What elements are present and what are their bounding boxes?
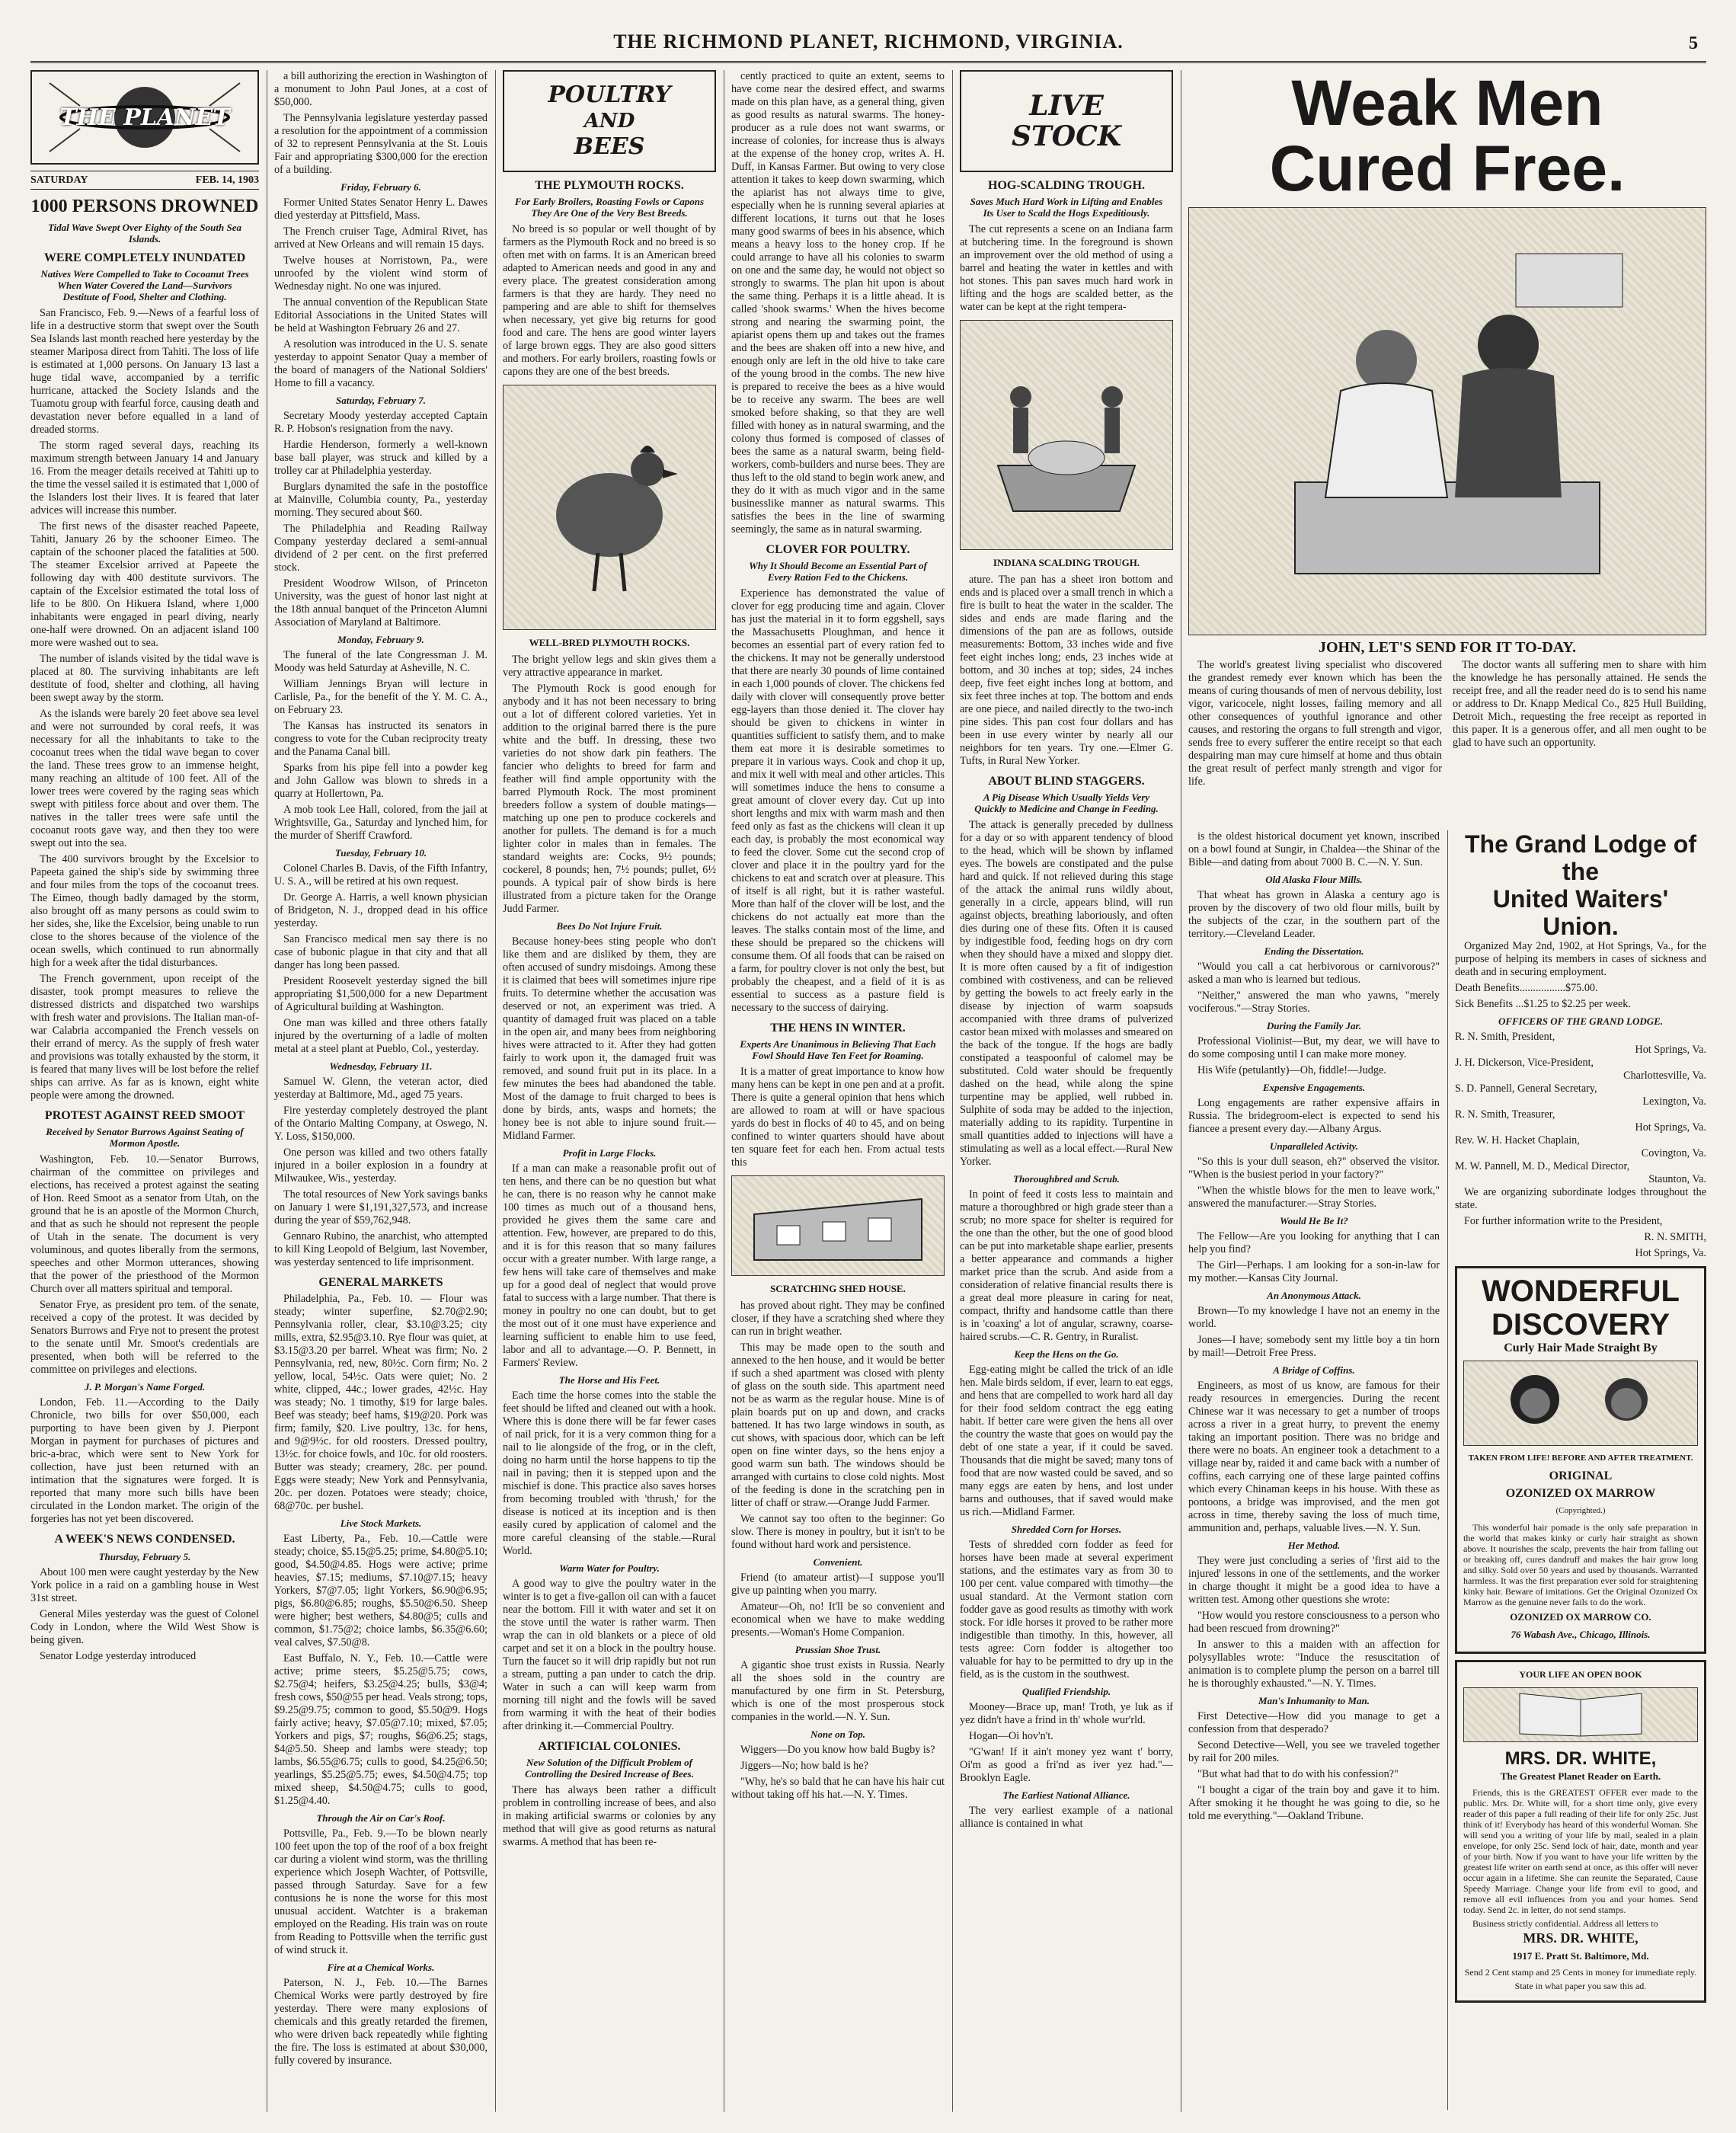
- section-heading: A WEEK'S NEWS CONDENSED.: [54, 1533, 235, 1546]
- subsection-heading: Profit in Large Flocks.: [562, 1147, 657, 1159]
- subsection-heading: Prussian Shoe Trust.: [794, 1644, 881, 1655]
- paragraph: Secretary Moody yesterday accepted Captain R. P. Hobson's resignation from the navy.: [274, 410, 488, 435]
- subsection-heading: An Anonymous Attack.: [1267, 1290, 1361, 1301]
- section-heading: ARTIFICIAL COLONIES.: [538, 1740, 681, 1753]
- banner-word: STOCK: [1011, 120, 1122, 152]
- subsection-heading: Man's Inhumanity to Man.: [1258, 1695, 1370, 1706]
- paragraph: Senator Frye, as president pro tem. of the senate, received a copy of the protest. It was decided by Senators Burrows and Frye not to present the protest to the senate until Mr. Smoot's credentials are presented, when both will be referred to the committee on privileges and elections.: [30, 1299, 259, 1376]
- paragraph: We are organizing subordinate lodges throughout the state.: [1455, 1186, 1706, 1211]
- signature-place: Hot Springs, Va.: [1635, 1247, 1706, 1259]
- paragraph: As the islands were barely 20 feet above sea level and were not surrounded by coral reefs, it was necessary for all the inhabitants to take to the cocoanut trees when the tidal wave began to cover the land. These trees grow to an immense height, many reaching an altitude of 100 feet. All of the lower trees were covered by the raging seas which swept with pitiless force about and over them. The natives in the taller trees were safe until the cocoanut roots gave way, and then they too were swept out into the sea.: [30, 708, 259, 849]
- paragraph: "But what had that to do with his confession?": [1197, 1768, 1399, 1780]
- subsection-heading: Qualified Friendship.: [1021, 1686, 1111, 1697]
- copyright-note: (Copyrighted.): [1555, 1506, 1606, 1515]
- column-3: [503, 70, 716, 2112]
- subsection-heading: Tuesday, February 10.: [334, 847, 427, 859]
- column-2: [274, 70, 488, 2112]
- section-sub: For Early Broilers, Roasting Fowls or Capons They Are One of the Very Best Breeds.: [514, 196, 705, 219]
- paragraph: The Plymouth Rock is good enough for anybody and it has not been necessary to bring out a lot of different colored varieties. Yet in addition to the original barred there is the pure white and the buff. In dressing, these two varieties do not show dark pin feathers. The fancier who delights to breed for farm and feather will find ample opportunity with the barred Plymouth Rock. The most prominent breeders follow a system of double matings—matching up one pen to produce cockerels and another for pullets. The demand is for a much lighter color in males than in females. The standard weights are: Cocks, 9½ pounds; cockerel, 8 pounds; hen, 7½ pounds; pullet, 6½ pounds. A typical pair of show birds is here illustrated from a picture taken for the Orange Judd Farmer.: [503, 683, 716, 915]
- section-sub: Received by Senator Burrows Against Seating of Mormon Apostle.: [46, 1126, 244, 1149]
- paragraph: Engineers, as most of us know, are famous for their ready resources in emergencies. During the recent Chinese war it was necessary to get a number of troops across a river in a great hurry, to prevent the enemy taking an important position. There was no bridge and there were no boats. An engineer took a detachment to a village near by, raided it and came back with a number of coffins, each carrying one of these large painted coffins which every Chinaman keeps in his house. With these as pontoons, a bridge was improvised, and the men got across in time, thereby saving the loss of much time, ammunition and, perhaps, valuable lives.—N. Y. Sun.: [1188, 1380, 1440, 1534]
- lodge-title: The Grand Lodge of the: [1465, 830, 1696, 885]
- paragraph: Brown—To my knowledge I have not an enemy in the world.: [1188, 1305, 1440, 1330]
- section-heading: WERE COMPLETELY INUNDATED: [43, 251, 246, 264]
- ad-caption: ORIGINAL: [1549, 1469, 1613, 1482]
- paragraph: "So this is your dull season, eh?" observed the visitor. "When is the busiest period in your factory?": [1188, 1156, 1440, 1181]
- officer: Rev. W. H. Hacket Chaplain,: [1455, 1134, 1580, 1146]
- paragraph: The Girl—Perhaps. I am looking for a son-in-law for my mother.—Kansas City Journal.: [1188, 1259, 1440, 1284]
- paragraph: Gennaro Rubino, the anarchist, who attempted to kill King Leopold of Belgium, last November, was yesterday sentenced to life imprisonment.: [274, 1230, 488, 1268]
- paragraph: For further information write to the President,: [1464, 1215, 1663, 1227]
- column-6: [1188, 830, 1440, 2110]
- subsection-heading: Convenient.: [813, 1556, 863, 1568]
- paragraph: They were just concluding a series of 'first aid to the injured' lessons in one of the settlements, and the worker in charge thought it might be a good idea to have a written test. Among other questions she wrote:: [1188, 1555, 1440, 1606]
- section-heading: THE HENS IN WINTER.: [770, 1022, 906, 1035]
- subsection-heading: Thursday, February 5.: [98, 1551, 191, 1562]
- subsection-heading: Bees Do Not Injure Fruit.: [556, 920, 663, 932]
- section-heading: CLOVER FOR POULTRY.: [766, 543, 910, 556]
- company-address: 76 Wabash Ave., Chicago, Illinois.: [1511, 1629, 1651, 1640]
- paragraph: The attack is generally preceded by dullness for a day or so with apparent tendency of blood to the head, which will be shown by inflamed eyes. The bowels are constipated and the pulse hard and quick. If not relieved during this stage of the attack the animal runs wildly about, generally in a circle, appears blind, will run against objects, breathing laboriously, and often dies during one of these fits. Often it is caused by indigestible food, feeding hogs on dry corn when they should have a mixed and sloppy diet. It is more often caused by a fit of indigestion combined with costiveness, and can be relieved by getting the bowels to act freely early in the disease by injection of warm soapsuds accompanied with three drams of pulverized castor bean mixed with molasses and smeared on the back of the tongue. If the hogs are badly constipated a teaspoonful of calomel may be substituted. Cold water should be frequently dashed on the head, while along the spine turpentine may be applied, well rubbed in. Sulphite of soda may be added to the injection, materially adding to its rapidity. Turpentine in small quantities added to injections will have a stimulating as well as a local effect.—Rural New Yorker.: [960, 819, 1173, 1168]
- planet-logo: [30, 70, 259, 165]
- paragraph: "How would you restore consciousness to a person who had been rescued from drowning?": [1188, 1610, 1440, 1635]
- officer: R. N. Smith, President,: [1455, 1031, 1555, 1043]
- paragraph: Senator Lodge yesterday introduced: [40, 1650, 197, 1662]
- paragraph: State in what paper you saw this ad.: [1514, 1981, 1647, 1991]
- page-number: 5: [1689, 34, 1699, 53]
- subsection-heading: Keep the Hens on the Go.: [1014, 1348, 1119, 1360]
- paragraph: Business strictly confidential. Address all letters to: [1472, 1918, 1658, 1929]
- headline: 1000 PERSONS DROWNED: [30, 197, 259, 216]
- paragraph: Mooney—Brace up, man! Troth, ye luk as if yez didn't have a frind in th' whole wur'rld.: [960, 1701, 1173, 1726]
- paragraph: "Why, he's so bald that he can have his hair cut without taking off his hat.—N. Y. Times.: [731, 1776, 945, 1801]
- paragraph: has proved about right. They may be confined closer, if they have a scratching shed where they can run in bright weather.: [731, 1300, 945, 1338]
- open-book-illustration: [1463, 1687, 1698, 1742]
- paragraph: The funeral of the late Congressman J. M. Moody was held Saturday at Asheville, N. C.: [274, 649, 488, 674]
- ad-header: YOUR LIFE AN OPEN BOOK: [1519, 1669, 1642, 1680]
- paragraph: Washington, Feb. 10.—Senator Burrows, chairman of the committee on privileges and elections, has received a protest against the seating of Hon. Reed Smoot as a senator from Utah, on the ground that he is an apostle of the Mormon Church, and that as such he should not represent the people of Utah in the senate. The document is very voluminous, and quotes liberally from the sermons, speeches and other Mormon utterances, showing that the power of the priesthood of the Mormon Church over all matters spiritual and temporal.: [30, 1153, 259, 1295]
- sick-benefits: Sick Benefits ...$1.25 to $2.25 per week.: [1455, 998, 1631, 1010]
- officer: M. W. Pannell, M. D., Medical Director,: [1455, 1160, 1630, 1172]
- paragraph: The Philadelphia and Reading Railway Company yesterday declared a semi-annual dividend of 2 per cent. on the first preferred stock.: [274, 523, 488, 574]
- subsection-heading: OFFICERS OF THE GRAND LODGE.: [1498, 1015, 1664, 1027]
- illustration-caption: WELL-BRED PLYMOUTH ROCKS.: [529, 637, 690, 648]
- subsection-heading: Saturday, February 7.: [336, 395, 426, 406]
- paragraph: Paterson, N. J., Feb. 10.—The Barnes Chemical Works were partly destroyed by fire yesterday. There were many explosions of chemicals and this greatly retarded the firemen, who were driven back repeatedly while fighting the fire. The loss is estimated at about $30,000, fully covered by insurance.: [274, 1977, 488, 2067]
- company-name: OZONIZED OX MARROW CO.: [1510, 1611, 1651, 1623]
- subsection-heading: A Bridge of Coffins.: [1273, 1364, 1355, 1376]
- section-sub: New Solution of the Difficult Problem of Controlling the Desired Increase of Bees.: [525, 1757, 694, 1780]
- paragraph: His Wife (petulantly)—Oh, fiddle!—Judge.: [1197, 1064, 1386, 1076]
- weak-men-ad: [1188, 70, 1706, 817]
- lodge-title: United Waiters' Union.: [1492, 885, 1669, 940]
- officer-place: Lexington, Va.: [1642, 1095, 1706, 1108]
- paragraph: Philadelphia, Pa., Feb. 10. — Flour was steady; winter superfine, $2.70@2.90; Pennsylvania roller, clear, $3.10@3.25; city mills, extra, $2.95@3.10. Rye flour was quiet, at $3.15@3.20 per barrel. Wheat was firm; No. 2 Pennsylvania, red, new, 80½c. Corn firm; No. 2 yellow, local, 54½c. Oats were quiet; No. 2 white, clipped, 44c.; lower grades, 42½c. Hay was steady; No. 1 timothy, $19 for large bales. Beef was steady; beef hams, $19@20. Pork was firm; family, $20. Live poultry, 13c. for hens, and 9@9½c. for old roosters. Dressed poultry, 13½c. for choice fowls, and 10c. for old roosters. Butter was steady; creamery, 28c. per pound. Eggs were steady; New York and Pennsylvania, 20c. per dozen. Potatoes were steady; choice, 68@70c. per bushel.: [274, 1293, 488, 1512]
- paragraph: London, Feb. 11.—According to the Daily Chronicle, two bills for over $50,000, each purporting to have been given by J. Pierpont Morgan in payment for purchases of pictures and bric-a-brac, which were sent to New York for collection, have just been returned with an intimation that the signatures were forged. It is reported that many more such bills have been circulated in the London market. The origin of the forgeries has not yet been discovered.: [30, 1396, 259, 1525]
- ad-caption: JOHN, LET'S SEND FOR IT TO-DAY.: [1318, 639, 1577, 656]
- officer-place: Charlottesville, Va.: [1623, 1070, 1706, 1082]
- paragraph: William Jennings Bryan will lecture in Carlisle, Pa., for the benefit of the Y. M. C. A., on February 23.: [274, 678, 488, 716]
- section-sub: Natives Were Compelled to Take to Cocoanut Trees When Water Covered the Land—Survivors Destitute of Food, Shelter and Clothing.: [40, 268, 249, 302]
- paragraph: Twelve houses at Norristown, Pa., were unroofed by the violent wind storm of Wednesday night. No one was injured.: [274, 254, 488, 293]
- paragraph: There has always been rather a difficult problem in controlling increase of bees, and also in making artificial swarms or colonies by any method that will give as good returns as natural swarms. A method that has been re-: [503, 1784, 716, 1848]
- section-heading: HOG-SCALDING TROUGH.: [988, 179, 1145, 192]
- paragraph: About 100 men were caught yesterday by the New York police in a raid on a gambling house in West 31st street.: [30, 1566, 259, 1604]
- paragraph: One man was killed and three others fatally injured by the overturning of a ladle of molten metal at a steel plant at Pueblo, Col., yesterday.: [274, 1017, 488, 1055]
- banner-word: LIVE: [1029, 90, 1104, 122]
- paragraph: "Neither," answered the man who yawns, "merely vociferous."—Stray Stories.: [1188, 990, 1440, 1015]
- paragraph: Hogan—Oi hov'n't.: [969, 1730, 1053, 1742]
- section-heading: PROTEST AGAINST REED SMOOT: [44, 1109, 245, 1122]
- ad-title: Weak Men: [1291, 70, 1603, 139]
- fortune-ad: [1455, 1660, 1706, 2003]
- paragraph: The French government, upon receipt of the disaster, took prompt measures to relieve the distressed districts and dispatched two warships with fresh water and provisions. The Italian man-of-war Calabria accompanied the French vessels on their errand of mercy. As the supply of fresh water and provisions was totally exhausted by the storm, it is feared that many lives will be lost before the relief ships can arrive. As far as is known, eight white people were among the drowned.: [30, 973, 259, 1102]
- paragraph: Colonel Charles B. Davis, of the Fifth Infantry, U. S. A., will be retired at his own request.: [274, 862, 488, 887]
- paragraph: The bright yellow legs and skin gives them a very attractive appearance in market.: [503, 654, 716, 679]
- subsection-heading: Ending the Dissertation.: [1264, 945, 1364, 957]
- section-sub: Experts Are Unanimous in Believing That Each Fowl Should Have Ten Feet for Roaming.: [740, 1038, 936, 1061]
- paragraph: If a man can make a reasonable profit out of ten hens, and there can be no question but what he can, there is no reason why he cannot make 100 times as much out of a thousand hens, provided he gives them the same care and attention. Few, however, are prepared to do this, and it is for this reason that so many failures occur with a greater number. With large range, a few hens will take care of themselves and make up for a good deal of neglect that would prove fatal to success with a large number. That there is money in poultry no one can doubt, but to get the most out of it one must have experience and learning sufficient to enable him to use feed, labor and all to advantage.—O. P. Bennett, in Farmers' Review.: [503, 1162, 716, 1369]
- paragraph: In answer to this a maiden with an affection for polysyllables wrote: "Induce the resuscitation of animation is to complete plump the person on a barrel till he is thoroughly exhausted."—N. Y. Times.: [1188, 1639, 1440, 1690]
- officer-place: Covington, Va.: [1641, 1147, 1706, 1159]
- planet-logo-text: THE PLANET: [59, 104, 230, 131]
- subsection-heading: Old Alaska Flour Mills.: [1265, 874, 1363, 885]
- paragraph: cently practiced to quite an extent, seems to have come near the desired effect, and swarms made on this plan have, as a general thing, given as good results as natural swarms. The honey-producer as a rule does not want swarms, or increase of colonies, for increase thus is always at the expense of the honey crop, writes A. H. Duff, in Kansas Farmer. But owing to very close attention it takes to keep down swarming, which the apiarist has not always time to give, especially when he is running several apiaries at different locations, it turns out that he loses many good swarms of bees in his absence, which means a heavy loss to the honey crop. If he could arrange to have all his colonies to swarm on one and the same day, he would not object so strongly to swarms. The plan hit upon is about the same thing. Perhaps it is a little ahead. It is called 'shook swarms.' When the hives become strong and nearing the swarming point, the apiarist opens them up and takes out the frames and the bees are shaken off into a new hive, and enough only are left in the old hive to take care of the young brood in the combs. The new hive is prepared to receive the bees as a hive would be to receive any swarm. The bees are well smoked before shaking, so that they are well filled with honey as in natural swarming, and the colony thus formed is composed of classes of bees the same as a natural swarm, being field-workers, comb-builders and nurse bees. They are thus left to the old stand to begin work anew, and they do it with as much vigor and in the same businesslike manner as natural swarms. This satisfies the bees in the line of swarming seemingly, the same as in natural swarming.: [731, 70, 945, 536]
- officer-place: Staunton, Va.: [1648, 1173, 1706, 1185]
- paragraph: The 400 survivors brought by the Excelsior to Papeeta gained the ship's side by swimming three and four miles from the tops of the cocoanut trees. The Eimeo, though badly damaged by the storm, also brought off as many persons as could swim to her sides, she, like the Excelsior, being unable to run close to the shores because of the violence of the ocean swells, which continued to run abnormally high for a week after the tidal disturbances.: [30, 853, 259, 969]
- officer-place: Hot Springs, Va.: [1635, 1121, 1706, 1134]
- subsection-heading: Expensive Engagements.: [1262, 1082, 1366, 1093]
- section-sub: Why It Should Become an Essential Part of Every Ration Fed to the Chickens.: [749, 560, 927, 583]
- death-benefits: Death Benefits.................$75.00.: [1455, 982, 1598, 994]
- paragraph: The world's greatest living specialist who discovered the grandest remedy ever known which has been the means of curing thousands of men of nervous debility, lost vigor, varicocele, night losses, failing memory and all other consequences of youthful ignorance and other causes, and restoring the organs to full strength and vigor, sends free to every sufferer the entire receipt so that each despairing man may cure himself at home and thus obtain the great result of perfect manly strength and vigor for life.: [1188, 659, 1442, 788]
- paragraph: Egg-eating might be called the trick of an idle hen. Male birds seldom, if ever, learn to eat eggs, and hens that are compelled to work hard all day for their food seldom contract the egg eating habit. If better care were given the hens all over the country the waste that goes on would pay the debt of one state a year, if it could be saved. Thousands that die might be saved; many tons of food that are now wasted could be saved, and so many eggs are eaten by hens, and lost under barns and outhouses, that if saved would make us rich.—Midland Farmer.: [960, 1364, 1173, 1518]
- subsection-heading: Her Method.: [1287, 1540, 1341, 1551]
- banner-word: BEES: [574, 133, 645, 160]
- paragraph: President Woodrow Wilson, of Princeton University, was the guest of honor last night at the 18th annual banquet of the Princeton Alumni Association of Maryland at Baltimore.: [274, 577, 488, 628]
- subsection-heading: Thoroughbred and Scrub.: [1013, 1173, 1120, 1185]
- hog-trough-icon: [975, 336, 1158, 534]
- paragraph: We cannot say too often to the beginner: Go slow. There is money in poultry, but it isn't to be found without hard work and persistence.: [731, 1513, 945, 1551]
- paragraph: "Would you call a cat herbivorous or carnivorous?" asked a man who is learned but tedious.: [1188, 961, 1440, 986]
- signature: R. N. SMITH,: [1644, 1231, 1706, 1243]
- section-sub: A Pig Disease Which Usually Yields Very Quickly to Medicine and Change in Feeding.: [974, 791, 1159, 814]
- subsection-heading: Unparalleled Activity.: [1269, 1140, 1359, 1152]
- paragraph: is the oldest historical document yet known, inscribed on a bowl found at Sungir, in Chaldea—the Shinar of the Bible—and dating from about 7000 B. C.—N. Y. Sun.: [1188, 830, 1440, 868]
- paragraph: East Buffalo, N. Y., Feb. 10.—Cattle were active; prime steers, $5.25@5.75; cows, $2.75@4; heifers, $3.25@4.25; bulls, $3@4; fresh cows, $50@55 per head. Veals strong; tops, $9.25@9.75; common to good, $5.50@9. Hogs fairly active; heavy, $7.05@7.10; mixed, $7.05; Yorkers and pigs, $7; roughs, $6@6.25; stags, $4@5.50. Sheep and lambs were steady; top lambs, $6.55@6.75; culls to good, $4.25@6.50; yearlings, $5.25@5.75; ewes, $4.50@4.75; top mixed sheep, $4.50@4.75; culls to good, $1.25@4.40.: [274, 1652, 488, 1807]
- column-rule: [952, 70, 953, 2112]
- product-name: OZONIZED OX MARROW: [1505, 1487, 1656, 1500]
- illustration-caption: INDIANA SCALDING TROUGH.: [993, 557, 1140, 568]
- paragraph: The number of islands visited by the tidal wave is placed at 80. The surviving inhabitants are left destitute of food, shelter and clothing, all having been swept away by the storm.: [30, 653, 259, 704]
- section-sub: Saves Much Hard Work in Lifting and Enables Its User to Scald the Hogs Expeditiously.: [970, 196, 1163, 219]
- dateline: [30, 171, 259, 190]
- shed-house-icon: [747, 1184, 929, 1268]
- column-rule: [1447, 830, 1448, 2110]
- officer-place: Hot Springs, Va.: [1635, 1044, 1706, 1056]
- paragraph: No breed is so popular or well thought of by farmers as the Plymouth Rock and no breed is so often met with on farms. It is an American breed adapted to American needs and good in any and every place. The greatest consideration among farmers is that they are hardy. They need no pampering and are able to shift for themselves when necessary, yet give big returns for good food and care. The hens are good winter layers of large brown eggs. They are also good sitters and mothers. For early broilers, roasting fowls or capons they are one of the best breeds.: [503, 223, 716, 378]
- paragraph: The storm raged several days, reaching its maximum strength between January 14 and January 16. From the meager details received at Tahiti up to the time the vessel sailed it is estimated that 1,000 of the Islanders lost their lives. It is feared that later advices will increase this number.: [30, 440, 259, 516]
- paragraph: This wonderful hair pomade is the only safe preparation in the world that makes kinky or curly hair straight as shown above. It nourishes the scalp, prevents the hair from falling out or breaking off, cures dandruff and makes the hair grow long and silky. Sold over 50 years and used by thousands. Warranted harmless. It was the first preparation ever sold for straightening kinky hair. Beware of imitations. Get the Original Ozonized Ox Marrow as the genuine never fails to do the work.: [1463, 1522, 1698, 1607]
- plymouth-rocks-illustration: [503, 385, 716, 630]
- paragraph: The cut represents a scene on an Indiana farm at butchering time. In the foreground is shown an improvement over the old method of using a barrel and heating the water in kettles and with hot stones. This pan saves much hard work in lifting and the hogs are scalded better, as the water can be kept at the right tempera-: [960, 223, 1173, 313]
- paragraph: A mob took Lee Hall, colored, from the jail at Wrightsville, Ga., Saturday and lynched him, for the murder of Sheriff Crawford.: [274, 804, 488, 842]
- paragraph: First Detective—How did you manage to get a confession from that desperado?: [1188, 1710, 1440, 1735]
- paragraph: A resolution was introduced in the U. S. senate yesterday to appoint Senator Quay a member of the board of managers of the National Soldiers' Home to fill a vacancy.: [274, 338, 488, 389]
- paragraph: The total resources of New York savings banks on January 1 were $1,191,327,573, and increase during the year of $59,762,948.: [274, 1188, 488, 1226]
- book-icon: [1504, 1692, 1657, 1738]
- subsection-heading: Fire at a Chemical Works.: [327, 1962, 435, 1973]
- paragraph: "I bought a cigar of the train boy and gave it to him. After smoking it he thought he was going to die, so he told me everything."—Oakland Tribune.: [1188, 1784, 1440, 1822]
- section-heading: GENERAL MARKETS: [318, 1276, 443, 1289]
- masthead: [30, 30, 1706, 63]
- paragraph: Fire yesterday completely destroyed the plant of the Ontario Malting Company, at Oswego, N. Y. Loss, $150,000.: [274, 1105, 488, 1143]
- ad-caption: TAKEN FROM LIFE! BEFORE AND AFTER TREATMENT.: [1468, 1453, 1693, 1463]
- paragraph: The very earliest example of a national alliance is contained in what: [960, 1805, 1173, 1830]
- paragraph: That wheat has grown in Alaska a century ago is proven by the discovery of two old flour mills, built by the subjects of the czar, in the southern part of the territory.—Cleveland Leader.: [1188, 889, 1440, 940]
- paragraph: The first news of the disaster reached Papeete, Tahiti, January 26 by the schooner Eimeo. The captain of the schooner placed the fatalities at 500. The steamer Excelsior arrived at Papeete the following day with 400 destitute survivors. The captain of the Excelsior estimated the total loss of life to be 800. On Hikuera Island, where 1,000 inhabitants were engaged in pearl diving, nearly one-half were drowned. On an adjacent island 100 more were washed out to sea.: [30, 520, 259, 649]
- subsection-heading: Would He Be It?: [1280, 1215, 1348, 1226]
- section-heading: ABOUT BLIND STAGGERS.: [988, 775, 1145, 788]
- subsection-heading: Monday, February 9.: [337, 634, 424, 645]
- paragraph: Samuel W. Glenn, the veteran actor, died yesterday at Baltimore, Md., aged 75 years.: [274, 1076, 488, 1101]
- section-heading: THE PLYMOUTH ROCKS.: [535, 179, 684, 192]
- column-4: [731, 70, 945, 2112]
- paragraph: Friends, this is the GREATEST OFFER ever made to the public. Mrs. Dr. White will, for a short time only, give every reader of this paper a full reading of their life for only 25c. Just think of it! Everybody has heard of this wonderful Woman. She will send you a writing of your life by mail, sealed in a plain envelope, for only 25c. Send lock of hair, date, month and year of your birth. Now if you want to have your life written by the greatest life writer on earth send at once, as this offer will never occur again in a lifetime. She can reunite the Separated, Cause Speedy Marriage. Change your life from evil to good, and remove all evil influences from you and your homes. Send today. Send 2c. in letter, do not send stamps.: [1463, 1787, 1698, 1915]
- paragraph: Jiggers—No; how bald is he?: [740, 1760, 868, 1772]
- subsection-heading: Shredded Corn for Horses.: [1011, 1524, 1122, 1535]
- portrait-icon: [1489, 1365, 1672, 1441]
- headline-sub: Tidal Wave Swept Over Eighty of the South Sea Islands.: [48, 222, 241, 245]
- column-rule: [495, 70, 496, 2112]
- paragraph: San Francisco medical men say there is no case of bubonic plague in that city and that all danger has long been passed.: [274, 933, 488, 971]
- paragraph: It is a matter of great importance to know how many hens can be kept in one pen and at a profit. There is quite a general opinion that hens which are allowed to roam at will or have spacious yards do best in flocks of 40 to 45, and on being confined to winter quarters should have about ten square feet for each hen. From actual tests this: [731, 1066, 945, 1169]
- paragraph: President Roosevelt yesterday signed the bill appropriating $1,500,000 for a new Department of Agricultural building at Washington.: [274, 975, 488, 1013]
- paragraph: In point of feed it costs less to maintain and mature a thoroughbred or high grade steer than a scrub; no more space for shelter is required for the one than the other, but the one of good blood can be put into marketable shape earlier, presents a better appearance and commands a higher market price than the scrub. And aside from a consideration of relative financial results there is a great deal more pleasure in caring for neat, compact, thrifty and handsome cattle than there is in 'coaxing' a lot of angular, scrawny, coarse-haired scrubs.—C. R. Gentry, in Ruralist.: [960, 1188, 1173, 1343]
- officer: R. N. Smith, Treasurer,: [1455, 1108, 1555, 1121]
- paragraph: Burglars dynamited the safe in the postoffice at Mainville, Columbia county, Pa., yesterday morning. They secured about $60.: [274, 481, 488, 519]
- paragraph: San Francisco, Feb. 9.—News of a fearful loss of life in a destructive storm that swept over the South Sea Islands last month reached here yesterday by the steamer Mariposa direct from Tahiti. The loss of life is estimated at 1,000 persons. On January 13 last a huge tidal wave, accompanied by a terrific hurricane, attacked the Society Islands and the Tuamotu group with fearful force, causing death and devastation never before equalled in a land of dreaded storms.: [30, 307, 259, 436]
- banner-word: POULTRY: [548, 82, 671, 108]
- couple-icon: [1249, 223, 1645, 619]
- subsection-heading: J. P. Morgan's Name Forged.: [84, 1381, 206, 1393]
- dateline-day: SATURDAY: [30, 174, 88, 186]
- paragraph: Amateur—Oh, no! It'll be so convenient and economical when we have to make wedding presents.—Woman's Home Companion.: [731, 1601, 945, 1639]
- paragraph: "G'wan! If it ain't money yez want t' borry, Oi'm as good a fri'nd as iver yez had."—Brooklyn Eagle.: [960, 1746, 1173, 1784]
- subsection-heading: The Horse and His Feet.: [558, 1374, 660, 1386]
- paragraph: The Fellow—Are you looking for anything that I can help you find?: [1188, 1230, 1440, 1255]
- paragraph: Friend (to amateur artist)—I suppose you'll give up painting when you marry.: [731, 1572, 945, 1597]
- column-7: [1455, 830, 1706, 2110]
- paragraph: General Miles yesterday was the guest of Colonel Cody in London, where the Wild West Show is being given.: [30, 1608, 259, 1646]
- paragraph: The Kansas has instructed its senators in congress to vote for the Cuban reciprocity treaty and the Panama Canal bill.: [274, 720, 488, 758]
- address: 1917 E. Pratt St. Baltimore, Md.: [1512, 1950, 1649, 1962]
- paragraph: Second Detective—Well, you see we traveled together by rail for 200 miles.: [1188, 1739, 1440, 1764]
- subsection-heading: Through the Air on Car's Roof.: [316, 1812, 446, 1824]
- paragraph: Former United States Senator Henry L. Dawes died yesterday at Pittsfield, Mass.: [274, 197, 488, 222]
- paragraph: Wiggers—Do you know how bald Bugby is?: [740, 1744, 935, 1756]
- illustration-caption: SCRATCHING SHED HOUSE.: [770, 1283, 906, 1294]
- scalding-trough-illustration: [960, 320, 1173, 550]
- paragraph: A gigantic shoe trust exists in Russia. Nearly all the shoes sold in the country are manufactured by one firm in St. Petersburg, which is one of the most prosperous stock companies in the world.—N. Y. Sun.: [731, 1659, 945, 1723]
- paragraph: Jones—I have; somebody sent my little boy a tin horn by mail!—Detroit Free Press.: [1188, 1334, 1440, 1359]
- chicken-icon: [533, 408, 686, 606]
- paragraph: Professional Violinist—But, my dear, we will have to do some composing until I can make more money.: [1188, 1035, 1440, 1060]
- subsection-heading: Friday, February 6.: [340, 181, 421, 193]
- paragraph: Because honey-bees sting people who don't like them and are disliked by them, they are often accused of sundry misdoings. Among these it is claimed that bees will sometimes injure ripe fruits. To determine whether the accusation was deserved or not, an experiment was tried. A quantity of damaged fruit was placed on a table in the open air, and many bees from neighboring hives were attracted to it. After they had gotten fairly to work upon it, the damaged fruit was removed, and sound fruit put in its place. In a few minutes the bees had abandoned the table. Most of the damage to fruit charged to bees is done by birds, ants, wasps and hornets; the honey bee is not able to injure sound fruit.—Midland Farmer.: [503, 935, 716, 1142]
- column-1: [30, 70, 259, 2112]
- paragraph: One person was killed and two others fatally injured in a boiler explosion in a foundry at Milwaukee, Wis., yesterday.: [274, 1146, 488, 1185]
- live-stock-banner: [960, 70, 1173, 172]
- officer: J. H. Dickerson, Vice-President,: [1455, 1057, 1594, 1069]
- signature: MRS. DR. WHITE,: [1523, 1930, 1638, 1946]
- advertiser-title: The Greatest Planet Reader on Earth.: [1500, 1770, 1661, 1782]
- paragraph: Sparks from his pipe fell into a powder keg and John Gallow was blown to shreds in a quarry at Hollertown, Pa.: [274, 762, 488, 800]
- dateline-date: FEB. 14, 1903: [195, 174, 259, 186]
- paragraph: This may be made open to the south and annexed to the hen house, and it would be better if such a shed apartment was closed with plenty of glass on the south side. This apartment need not be as warm as the regular house. Mine is of plain boards put on up and down, and cracks battened. It has two large windows in south, as cut shows, with spacious door, which can be left open on fine winter days, so the hens enjoy a good warm sun bath. The windows should be arranged with curtains to close cold nights. Most of the feeding is done in the scratching pen in litter of chaff or straw.—Orange Judd Farmer.: [731, 1342, 945, 1509]
- before-after-illustration: [1463, 1361, 1698, 1446]
- ad-title: Cured Free.: [1269, 133, 1626, 204]
- paragraph: Send 2 Cent stamp and 25 Cents in money for immediate reply.: [1464, 1967, 1697, 1978]
- scratching-shed-illustration: [731, 1175, 945, 1276]
- officer: S. D. Pannell, General Secretary,: [1455, 1082, 1597, 1095]
- poultry-bees-banner: [503, 70, 716, 172]
- paragraph: Each time the horse comes into the stable the feet should be lifted and cleaned out with a hook. Where this is done there will be far fewer cases of nail prick, for it is a very common thing for a nail to lie alongside of the frog, or in the cleft, doing no harm until the horse happens to tip the nail in paving; then it is stepped upon and the mischief is done. This practice also saves horses from becoming troubled with 'thrush,' for the disease is noticed at its inception and is then easily cured by application of calomel and the more careful cleansing of the stable.—Rural World.: [503, 1389, 716, 1557]
- paragraph: The annual convention of the Republican State Editorial Associations in the United States will be held at Washington February 26 and 27.: [274, 296, 488, 334]
- ad-subtitle: Curly Hair Made Straight By: [1504, 1342, 1658, 1354]
- subsection-heading: Warm Water for Poultry.: [559, 1562, 660, 1574]
- banner-word: AND: [583, 110, 635, 133]
- subsection-heading: Live Stock Markets.: [340, 1517, 422, 1529]
- paragraph: Tests of shredded corn fodder as feed for horses have been made at several experiment stations, and the estimates vary as from 30 to 100 per cent. value compared with timothy—the usual standard. At the Vermont station corn fodder gave as good results as timothy with work stock. For idle horses it proved to be rather more indigestible than timothy. In this, however, all tests agree: Corn fodder is altogether too valuable for hay to be permitted to dry up in the field, as is the custom in the southwest.: [960, 1539, 1173, 1680]
- paragraph: East Liberty, Pa., Feb. 10.—Cattle were steady; choice, $5.15@5.25; prime, $4.80@5.10; good, $4.50@4.85. Hogs were active; prime heavies, $7.15; mediums, $7.10@7.15; heavy Yorkers, $7@7.05; light Yorkers, $6.90@6.95; pigs, $6.80@6.85; roughs, $5.50@6.50. Sheep were higher; best wethers, $4.80@5; culls and common, $1.75@2; choice lambs, $6.35@6.60; veal calves, $7.50@8.: [274, 1533, 488, 1649]
- paragraph: The doctor wants all suffering men to share with him the knowledge he has personally attained. He sends the receipt free, and all the reader need do is to send his name or address to Dr. Knapp Medical Co., 825 Hull Building, Detroit Mich., requesting the free receipt as reported in this paper. It is a generous offer, and all men ought to be glad to have such an opportunity.: [1453, 659, 1706, 749]
- couple-illustration: [1188, 207, 1706, 635]
- paragraph: Experience has demonstrated the value of clover for egg producing time and again. Clover has just the material in it to form eggshell, says the Massachusetts Ploughman, and hence it becomes an essential part of every ration fed to the chickens. It may not be generally understood that there are nearly 30 pounds of lime contained in each 1,000 pounds of clover. The chickens fed daily with clover will consequently prove better egg-layers than those denied it. The clover hay should be given to chickens in winter in quantities sufficient to satisfy them, and to make them eat more it is desirable sometimes to prepare it in various ways. Cook and chop it up, and mix it well with meal and other articles. This will sometimes induce the hens to consume a great amount of clover every day. Cut up into short lengths and mix with warm mash and then feed only as fast as the chickens will clean it up each day, is probably the most economical way to feed the clover. Some cut the second crop of clover and place it in the poultry yard for the chickens to eat and scratch over at pleasure. This of itself is all right, but it is rather wasteful. More than half of the clover will be lost, and the chickens do not actually eat more than the leaves. The stalks contain most of the lime, and these should be prepared so the chickens will consume them. Of all foods that can be raised on a farm, for poultry clover is not only the best, but probably the cheapest, and a field of it is as essential to success as a pasture field is necessary to the success of dairying.: [731, 587, 945, 1014]
- paragraph: A good way to give the poultry water in the winter is to get a five-gallon oil can with a faucet near the bottom. Fill it with water and set it on the stove until the water is rather warm. Then wrap the can in old blankets or a piece of old carpet and set it on a block in the poultry house. Turn the faucet so it will drip rapidly but not run a stream, putting a pan under to catch the drip. Water in such a can will keep warm from morning till night and the fowls will be saved from warming it with the heat of their bodies after drinking it.—Commercial Poultry.: [503, 1578, 716, 1732]
- column-5: [960, 70, 1173, 2112]
- paragraph: Long engagements are rather expensive affairs in Russia. The bridegroom-elect is expected to send his fiancee a present every day.—Albany Argus.: [1188, 1097, 1440, 1135]
- advertiser-name: MRS. DR. WHITE,: [1504, 1748, 1657, 1769]
- paragraph: The French cruiser Tage, Admiral Rivet, has arrived at New Orleans and will remain 15 days.: [274, 225, 488, 251]
- paragraph: Pottsville, Pa., Feb. 9.—To be blown nearly 100 feet upon the top of the roof of a box freight car during a violent wind storm, was the thrilling experience which Joseph Wachter, of Pottsville, passed through Saturday. Save for a few contusions he is none the worse for this most unusual accident. Watchter is a brakeman employed on the Reading. His train was on route from Reading to Pottsville when the terrific gust of wind struck it.: [274, 1828, 488, 1956]
- paragraph: a bill authorizing the erection in Washington of a monument to John Paul Jones, at a cost of $50,000.: [274, 70, 488, 108]
- ad-title: WONDERFUL: [1482, 1274, 1680, 1308]
- hair-ad: [1455, 1266, 1706, 1654]
- paragraph: Dr. George A. Harris, a well known physician of Bridgeton, N. J., dropped dead in his office yesterday.: [274, 891, 488, 929]
- paragraph: Organized May 2nd, 1902, at Hot Springs, Va., for the purpose of helping its members in cases of sickness and death and in securing employment.: [1455, 940, 1706, 978]
- ad-title: DISCOVERY: [1491, 1308, 1670, 1342]
- subsection-heading: During the Family Jar.: [1266, 1020, 1362, 1031]
- subsection-heading: Wednesday, February 11.: [329, 1060, 433, 1072]
- officers-list: [1455, 1031, 1706, 1186]
- paragraph: The Pennsylvania legislature yesterday passed a resolution for the appointment of a commission of 32 to represent Pennsylvania at the St. Louis Fair and appropriating $300,000 for the erection of a building.: [274, 112, 488, 176]
- masthead-title: THE RICHMOND PLANET, RICHMOND, VIRGINIA.: [613, 30, 1124, 53]
- subsection-heading: None on Top.: [810, 1728, 866, 1740]
- paragraph: "When the whistle blows for the men to leave work," answered the manufacturer.—Stray Stories.: [1188, 1185, 1440, 1210]
- subsection-heading: The Earliest National Alliance.: [1002, 1789, 1130, 1801]
- paragraph: ature. The pan has a sheet iron bottom and ends and is placed over a small trench in which a fire is built to heat the water in the scalder. The sides and ends are made flaring and the dimensions of the pan are as follows, outside measurements: Bottom, 33 inches wide and five feet eight inches long; ends, 23 inches wide at bottom, and 30 inches at top; sides, 24 inches deep, five feet eight inches long at bottom, and six feet three inches at top. The bottom and ends are one piece, and nailed directly to the two-inch pine sides. This pan cost four dollars and has been in use every winter by nearly all our neighbors for ten years. Try one.—Elmer G. Tufts, in Rural New Yorker.: [960, 574, 1173, 767]
- paragraph: Hardie Henderson, formerly a well-known base ball player, was struck and killed by a trolley car at Philadelphia yesterday.: [274, 439, 488, 477]
